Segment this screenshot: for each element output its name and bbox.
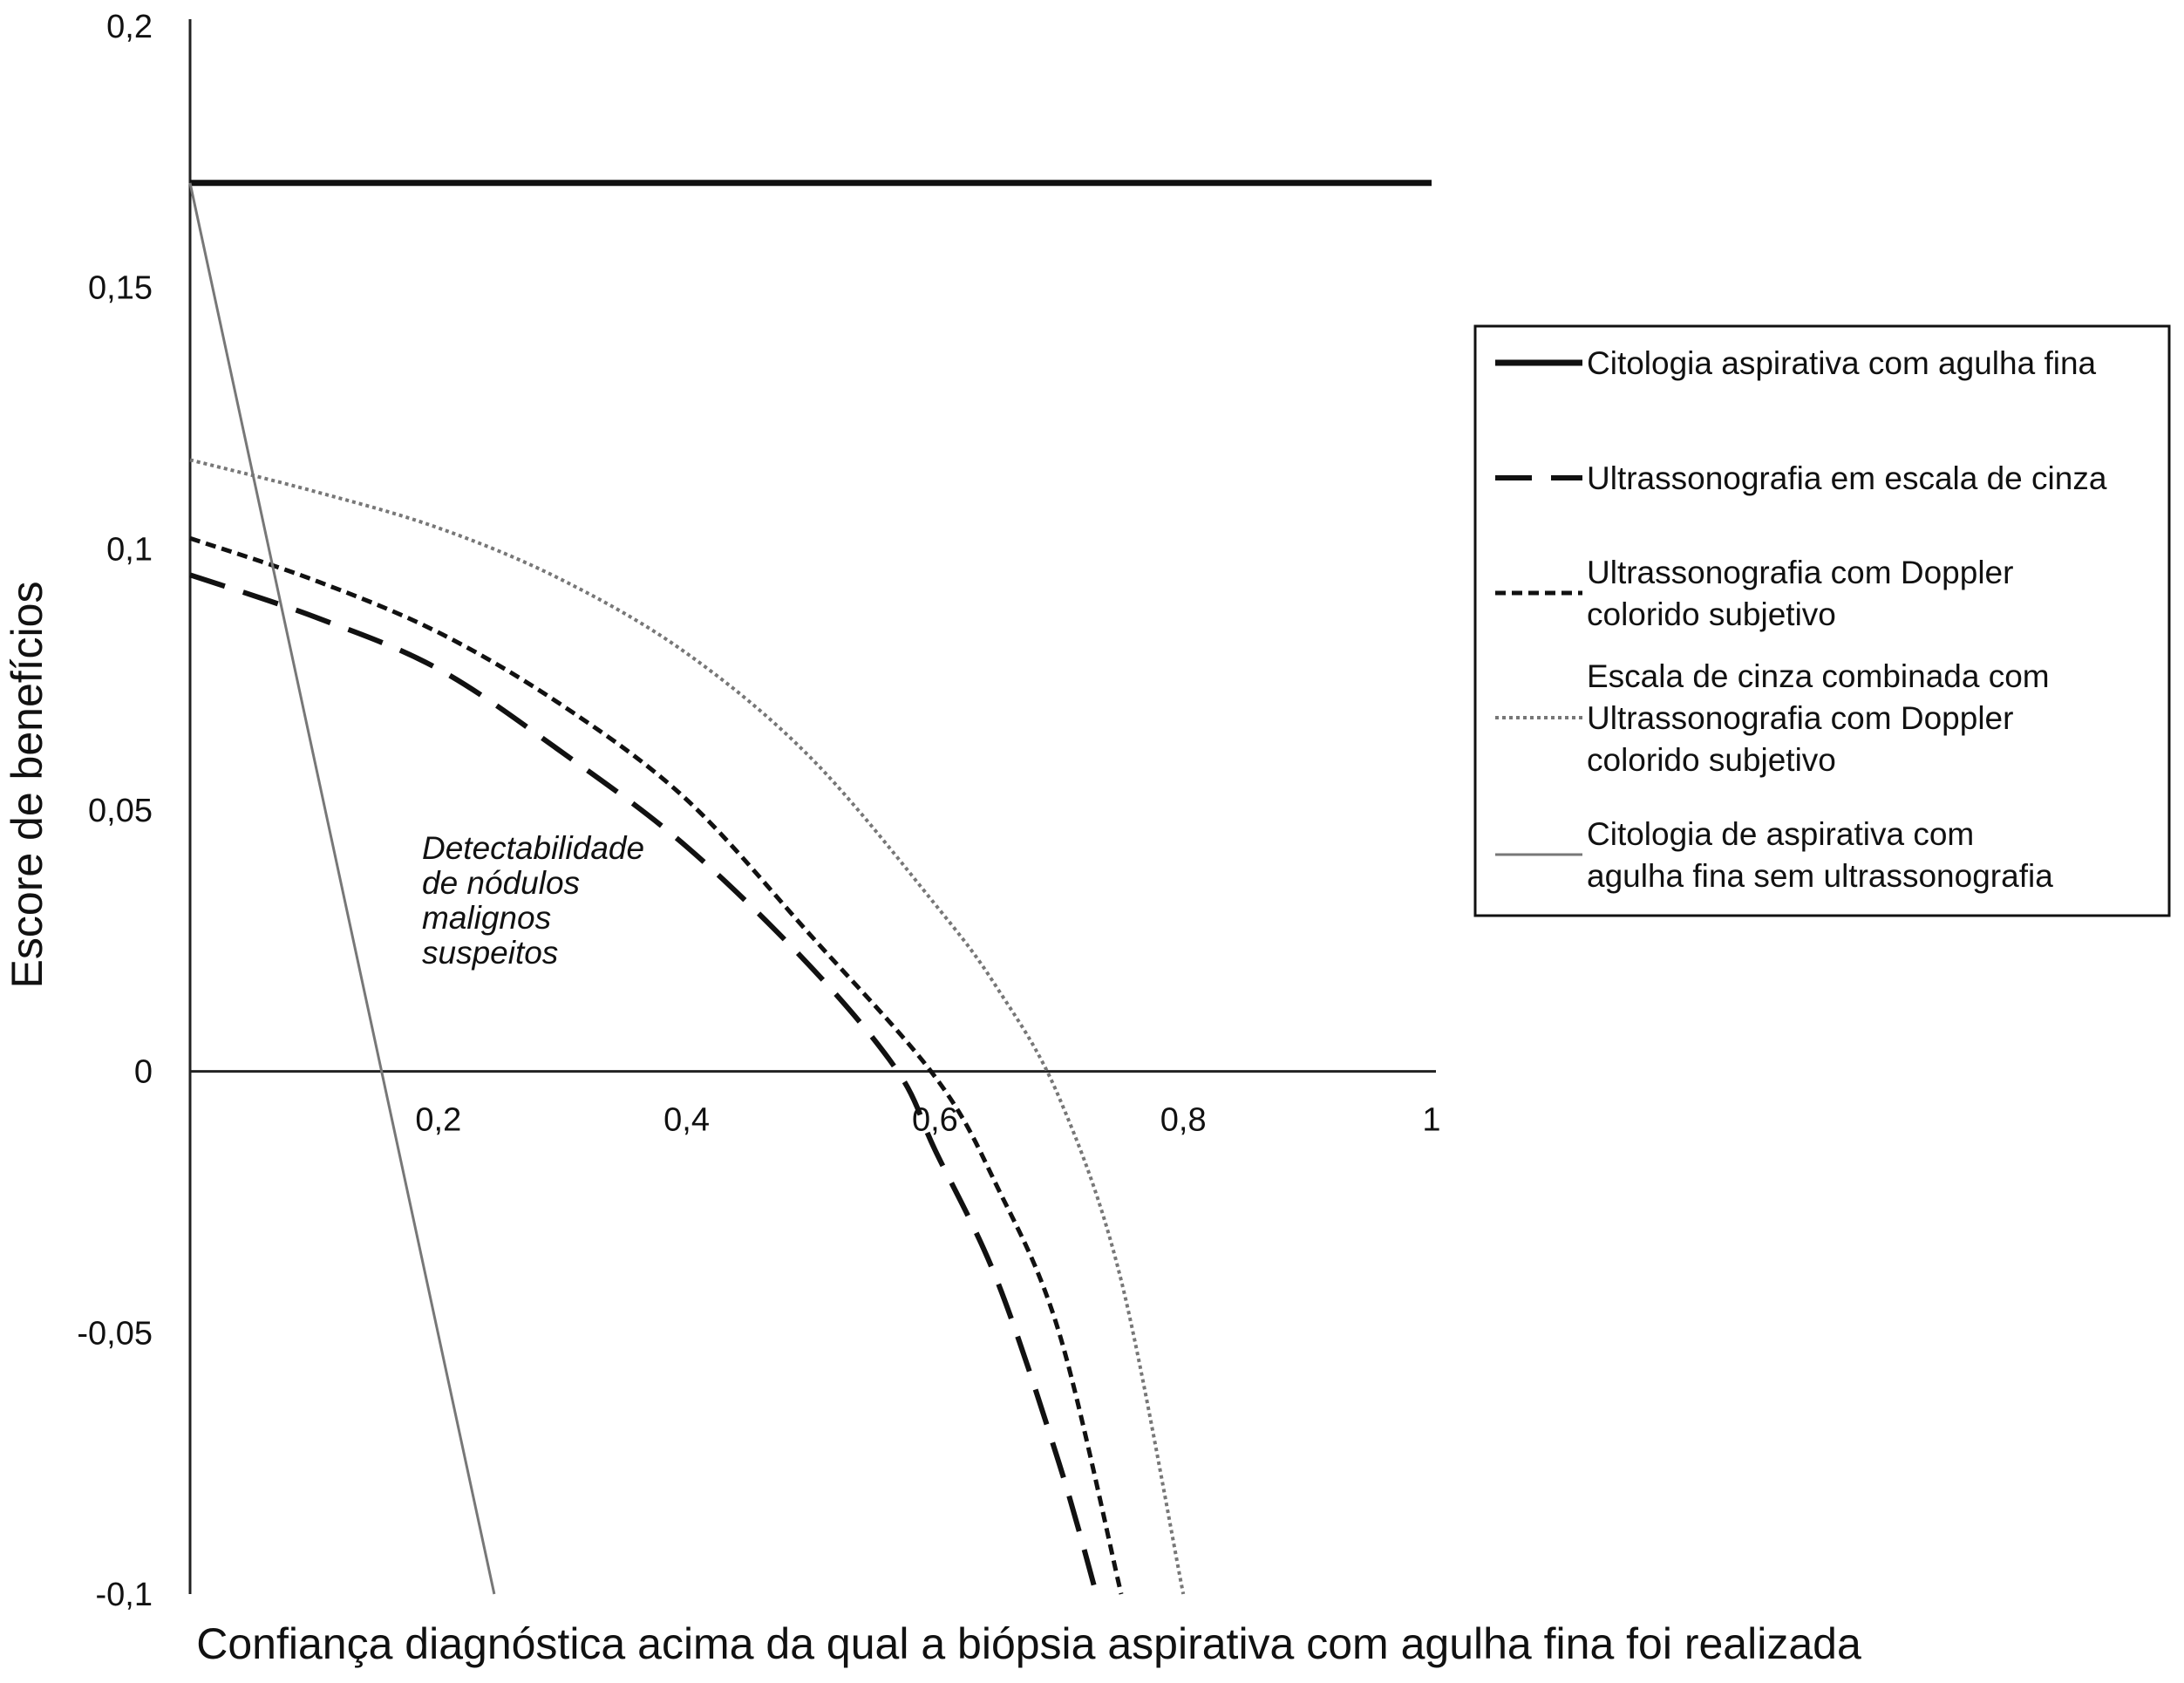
legend-label-5: Citologia de aspirativa com	[1587, 816, 1975, 852]
series-line-3	[190, 538, 1121, 1594]
legend-label-4: Escala de cinza combinada com	[1587, 658, 2050, 694]
legend-label-3: colorido subjetivo	[1587, 596, 1836, 632]
y-tick-label: 0,05	[88, 793, 153, 829]
legend-label-4: Ultrassonografia com Doppler	[1587, 700, 2014, 736]
x-tick-label: 0,6	[911, 1101, 958, 1139]
y-tick-label: -0,05	[77, 1315, 153, 1353]
annotation-line: Detectabilidade	[422, 830, 645, 866]
legend-label-4: colorido subjetivo	[1587, 742, 1836, 778]
legend	[1475, 326, 2169, 916]
y-axis-title: Escore de benefícios	[3, 581, 51, 989]
x-tick-label: 0,2	[415, 1101, 462, 1139]
legend-label-5: agulha fina sem ultrassonografia	[1587, 858, 2053, 894]
legend-label-3: Ultrassonografia com Doppler	[1587, 555, 2014, 590]
x-axis-title: Confiança diagnóstica acima da qual a biópsia aspirativa com agulha fina foi realizada	[196, 1619, 1861, 1668]
y-tick-label: 0,1	[106, 531, 153, 569]
annotation-line: malignos	[422, 900, 552, 936]
series-line-2	[190, 575, 1097, 1594]
annotation-line: suspeitos	[422, 935, 559, 971]
x-tick-label: 0,4	[663, 1101, 711, 1139]
x-tick-label: 1	[1422, 1101, 1441, 1139]
annotation-line: de nódulos	[422, 865, 581, 901]
series-line-4	[190, 460, 1183, 1594]
x-tick-label: 0,8	[1160, 1101, 1207, 1139]
y-tick-label: 0,2	[106, 9, 153, 45]
y-tick-label: 0,15	[88, 269, 153, 307]
y-tick-label: 0	[133, 1053, 153, 1091]
legend-label-1: Citologia aspirativa com agulha fina	[1587, 345, 2097, 381]
legend-label-2: Ultrassonografia em escala de cinza	[1587, 460, 2107, 496]
y-tick-label: -0,1	[95, 1577, 153, 1613]
